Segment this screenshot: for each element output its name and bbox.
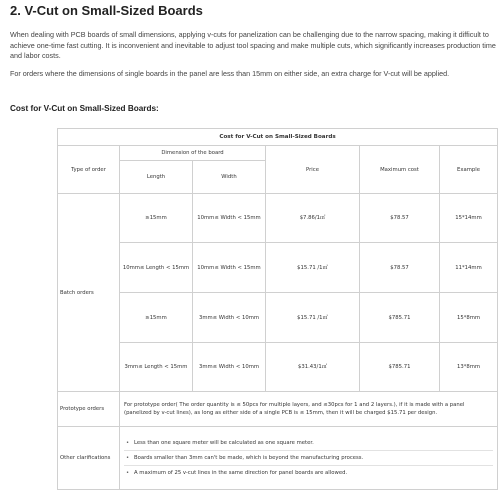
cell-length: 10mm≤ Length < 15mm xyxy=(120,243,193,293)
table-caption: Cost for V-Cut on Small-Sized Boards xyxy=(58,129,498,146)
header-width: Width xyxy=(193,161,266,194)
cost-table-container xyxy=(57,128,497,490)
cell-price: $15.71 /1㎡ xyxy=(266,293,360,343)
cost-table xyxy=(57,128,498,490)
intro-paragraph: When dealing with PCB boards of small dimensions, applying v-cuts for panelization can be challenging due to the narrow spacing, making it difficult to achieve one-time fast cutting. It is inconvenient and inevitable to adjust tool spacing and make multiple cuts, which significantly increases production time and labor costs. xyxy=(10,30,496,60)
table-row xyxy=(58,427,498,490)
prototype-orders-label: Prototype orders xyxy=(58,392,120,427)
cell-length: ≥15mm xyxy=(120,194,193,243)
table-row xyxy=(58,194,498,243)
cell-example: 15*14mm xyxy=(440,194,498,243)
section-subheading: Cost for V-Cut on Small-Sized Boards: xyxy=(10,104,159,113)
cell-width: 3mm≤ Width < 10mm xyxy=(193,343,266,392)
cell-max-cost: $785.71 xyxy=(360,293,440,343)
table-row xyxy=(58,293,498,343)
list-item: • Less than one square meter will be calculated as one square meter. xyxy=(124,436,493,451)
extra-charge-paragraph: For orders where the dimensions of single boards in the panel are less than 15mm on either side, an extra charge for V-cut will be applied. xyxy=(10,69,450,78)
cell-width: 3mm≤ Width < 10mm xyxy=(193,293,266,343)
header-length: Length xyxy=(120,161,193,194)
table-row xyxy=(58,243,498,293)
cell-price: $7.86/1㎡ xyxy=(266,194,360,243)
header-maximum-cost: Maximum cost xyxy=(360,146,440,194)
cell-max-cost: $78.57 xyxy=(360,194,440,243)
cell-length: 3mm≤ Length < 15mm xyxy=(120,343,193,392)
cell-example: 13*8mm xyxy=(440,343,498,392)
prototype-orders-text: For prototype order( The order quantity is ≤ 50pcs for multiple layers, and ≤30pcs for 1 and 2 layers.), if it is made with a panel (panelized by v-cut lines), as long as either side of a single PCB is ≤ 15mm, then it will be charged $15.71 per design. xyxy=(120,392,498,427)
list-item: • Boards smaller than 3mm can't be made, which is beyond the manufacturing process. xyxy=(124,451,493,466)
other-clarifications-list xyxy=(120,427,498,490)
cell-max-cost: $785.71 xyxy=(360,343,440,392)
cell-example: 15*8mm xyxy=(440,293,498,343)
cell-price: $31.43/1㎡ xyxy=(266,343,360,392)
table-row xyxy=(58,343,498,392)
cell-price: $15.71 /1㎡ xyxy=(266,243,360,293)
page-title: 2. V-Cut on Small-Sized Boards xyxy=(10,3,203,18)
batch-orders-label: Batch orders xyxy=(58,194,120,392)
header-price: Price xyxy=(266,146,360,194)
table-row xyxy=(58,392,498,427)
other-clarifications-label: Other clarifications xyxy=(58,427,120,490)
cell-max-cost: $78.57 xyxy=(360,243,440,293)
header-dimension: Dimension of the board xyxy=(120,146,266,161)
cell-example: 11*14mm xyxy=(440,243,498,293)
header-example: Example xyxy=(440,146,498,194)
cell-width: 10mm≤ Width < 15mm xyxy=(193,243,266,293)
header-type-of-order: Type of order xyxy=(58,146,120,194)
list-item: • A maximum of 25 v-cut lines in the same direction for panel boards are allowed. xyxy=(124,466,493,480)
cell-width: 10mm≤ Width < 15mm xyxy=(193,194,266,243)
cell-length: ≥15mm xyxy=(120,293,193,343)
